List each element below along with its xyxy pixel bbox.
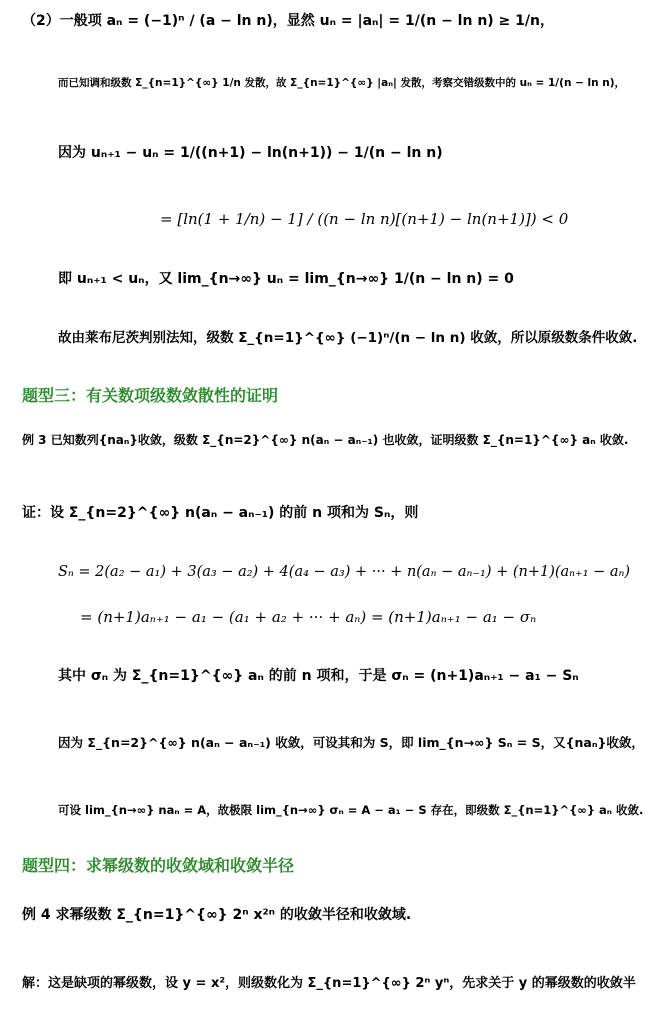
example-3-statement: 例 3 已知数列{naₙ}收敛，级数 Σ_{n=2}^{∞} n(aₙ − aₙ₋₁) 也收敛，证明级数 Σ_{n=1}^{∞} aₙ 收敛. (22, 433, 629, 447)
example-4-statement: 例 4 求幂级数 Σ_{n=1}^{∞} 2ⁿ x²ⁿ 的收敛半径和收敛域. (22, 907, 412, 923)
part2-line-6: 故由莱布尼茨判别法知，级数 Σ_{n=1}^{∞} (−1)ⁿ/(n − ln n) 收敛，所以原级数条件收敛. (58, 330, 638, 346)
heading-type-3: 题型三：有关数项级数敛散性的证明 (22, 386, 279, 405)
proof-line-6: 可设 lim_{n→∞} naₙ = A，故极限 lim_{n→∞} σₙ = A − a₁ − S 存在，即级数 Σ_{n=1}^{∞} aₙ 收敛. (58, 803, 644, 817)
proof-line-4: 其中 σₙ 为 Σ_{n=1}^{∞} aₙ 的前 n 项和，于是 σₙ = (n+1)aₙ₊₁ − a₁ − Sₙ (58, 668, 579, 684)
proof-line-2: Sₙ = 2(a₂ − a₁) + 3(a₃ − a₂) + 4(a₄ − a₃) + ··· + n(aₙ − aₙ₋₁) + (n+1)(aₙ₊₁ − aₙ) (58, 564, 631, 580)
part2-line-1: （2）一般项 aₙ = (−1)ⁿ / (a − ln n)，显然 uₙ = |aₙ| = 1/(n − ln n) ≥ 1/n， (22, 13, 554, 29)
part2-line-5: 即 uₙ₊₁ < uₙ，又 lim_{n→∞} uₙ = lim_{n→∞} 1/(n − ln n) = 0 (58, 271, 514, 287)
proof-line-3: = (n+1)aₙ₊₁ − a₁ − (a₁ + a₂ + ··· + aₙ) = (n+1)aₙ₊₁ − a₁ − σₙ (80, 608, 537, 626)
part2-line-4: = [ln(1 + 1/n) − 1] / ((n − ln n)[(n+1) − ln(n+1)]) < 0 (160, 210, 569, 228)
proof-line-5: 因为 Σ_{n=2}^{∞} n(aₙ − aₙ₋₁) 收敛，可设其和为 S，即 lim_{n→∞} Sₙ = S，又{naₙ}收敛， (58, 735, 644, 750)
part2-line-3: 因为 uₙ₊₁ − uₙ = 1/((n+1) − ln(n+1)) − 1/(n − ln n) (58, 145, 443, 161)
heading-type-4: 题型四：求幂级数的收敛域和收敛半径 (22, 856, 295, 875)
part2-line-2: 而已知调和级数 Σ_{n=1}^{∞} 1/n 发散，故 Σ_{n=1}^{∞} |aₙ| 发散，考察交错级数中的 uₙ = 1/(n − ln n)， (58, 77, 626, 89)
example-4-solution: 解：这是缺项的幂级数，设 y = x²，则级数化为 Σ_{n=1}^{∞} 2ⁿ yⁿ，先求关于 y 的幂级数的收敛半 (22, 976, 636, 991)
proof-line-1: 证：设 Σ_{n=2}^{∞} n(aₙ − aₙ₋₁) 的前 n 项和为 Sₙ，则 (22, 505, 419, 521)
